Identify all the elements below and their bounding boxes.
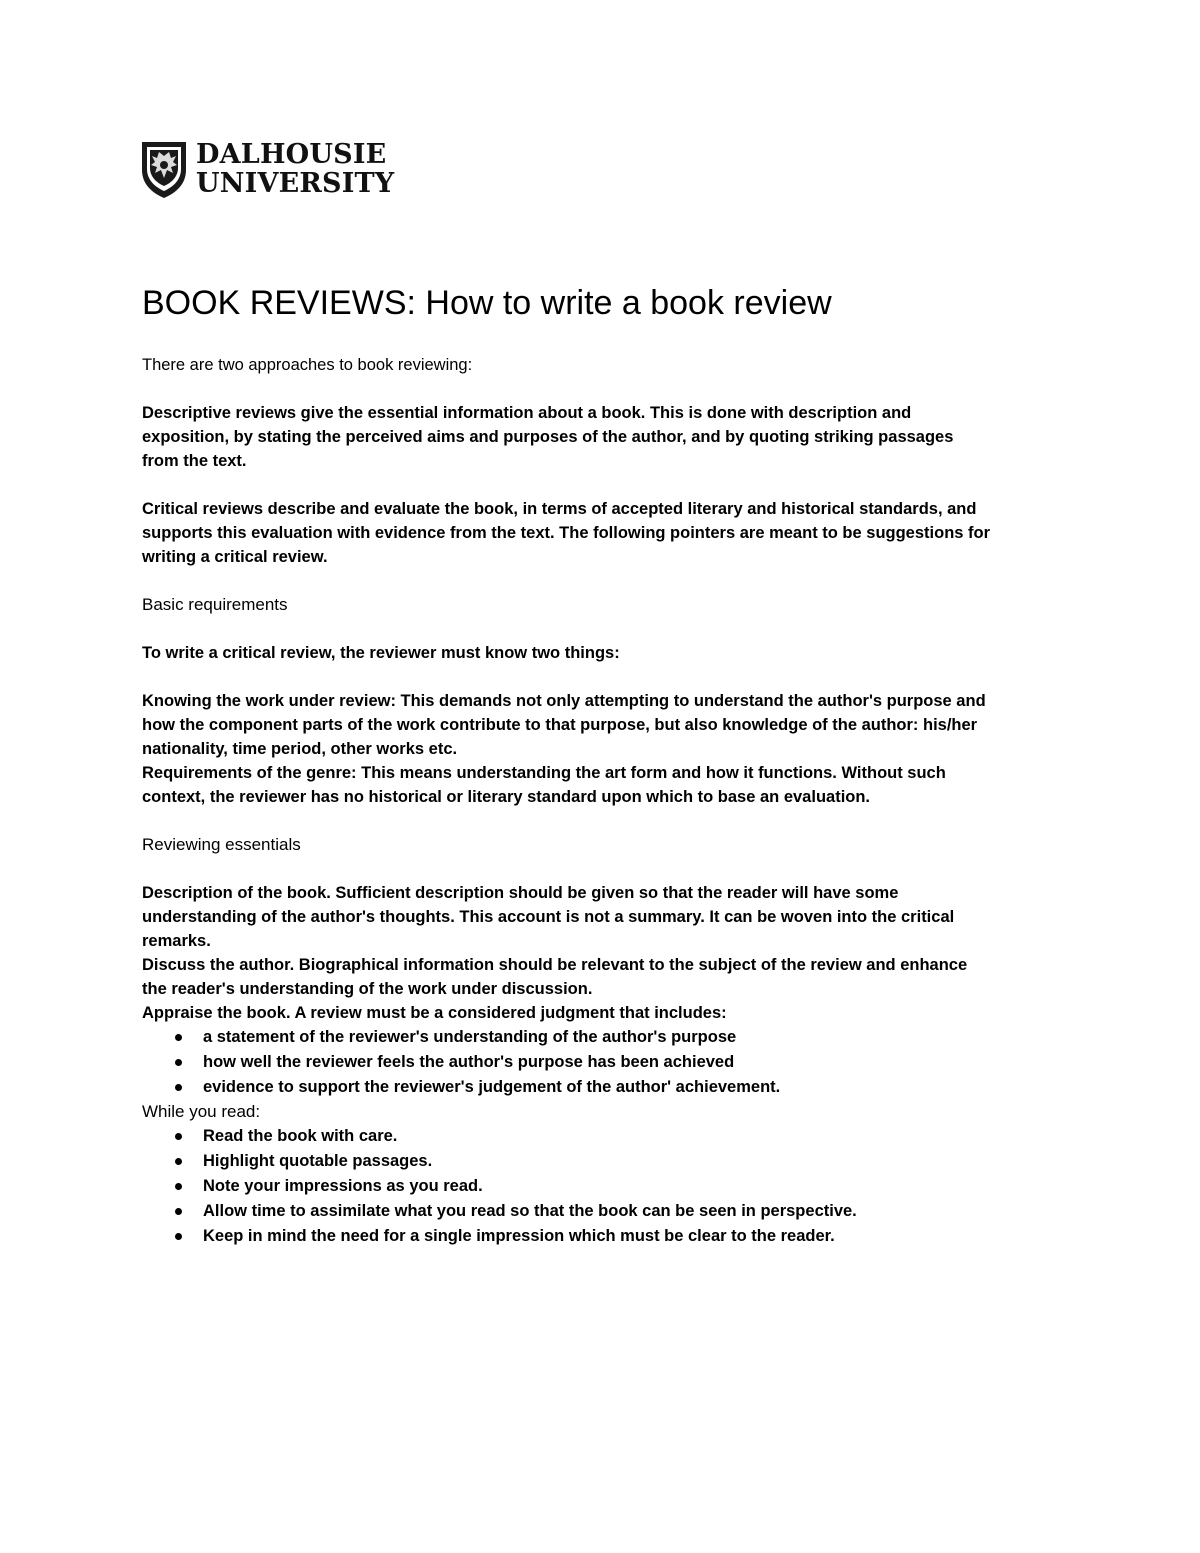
descriptive-reviews-paragraph: Descriptive reviews give the essential information about a book. This is done with description and exposition, by stating the perceived aims and purposes of the author, and by quoting striking passages from the text. [142, 404, 954, 470]
list-item: Allow time to assimilate what you read so that the book can be seen in perspective. [142, 1199, 992, 1224]
genre-requirements-paragraph: Requirements of the genre: This means understanding the art form and how it functions. Without such context, the reviewer has no historical or literary standard upon which to base an evaluation. [142, 764, 946, 806]
document-body [142, 283, 992, 1249]
university-logo [140, 140, 400, 202]
basic-requirements-heading: Basic requirements [142, 595, 288, 614]
list-item: Keep in mind the need for a single impression which must be clear to the reader. [142, 1224, 992, 1249]
logo-line-dalhousie: DALHOUSIE [196, 139, 387, 170]
basic-requirements-lead: To write a critical review, the reviewer must know two things: [142, 644, 620, 662]
dalhousie-shield-icon [140, 140, 188, 200]
list-item: Read the book with care. [142, 1124, 992, 1149]
appraisal-bullet-list [142, 1025, 992, 1100]
discuss-author-paragraph: Discuss the author. Biographical information should be relevant to the subject of the review and enhance the reader's understanding of the work under discussion. [142, 956, 968, 998]
while-you-read-heading: While you read: [142, 1102, 261, 1121]
critical-reviews-paragraph: Critical reviews describe and evaluate the book, in terms of accepted literary and historical standards, and supports this evaluation with evidence from the text. The following pointers are meant to be suggestions for writing a critical review. [142, 500, 991, 566]
list-item: evidence to support the reviewer's judgement of the author' achievement. [142, 1075, 992, 1100]
description-of-book-paragraph: Description of the book. Sufficient description should be given so that the reader will have some understanding of the author's thoughts. This account is not a summary. It can be woven into the critical remarks. [142, 884, 955, 950]
list-item: Note your impressions as you read. [142, 1174, 992, 1199]
logo-line-university: UNIVERSITY [196, 168, 395, 199]
intro-text: There are two approaches to book reviewing: [142, 356, 473, 374]
list-item: Highlight quotable passages. [142, 1149, 992, 1174]
knowing-the-work-paragraph: Knowing the work under review: This demands not only attempting to understand the author's purpose and how the component parts of the work contribute to that purpose, but also knowledge of the author: his/her nationality, time period, other works etc. [142, 692, 986, 758]
page-title: BOOK REVIEWS: How to write a book review [142, 284, 832, 322]
list-item: how well the reviewer feels the author's purpose has been achieved [142, 1050, 992, 1075]
list-item: a statement of the reviewer's understanding of the author's purpose [142, 1025, 992, 1050]
reading-bullet-list [142, 1124, 992, 1249]
reviewing-essentials-heading: Reviewing essentials [142, 835, 301, 854]
logo-wordmark [196, 140, 394, 198]
appraise-book-paragraph: Appraise the book. A review must be a considered judgment that includes: [142, 1004, 727, 1022]
